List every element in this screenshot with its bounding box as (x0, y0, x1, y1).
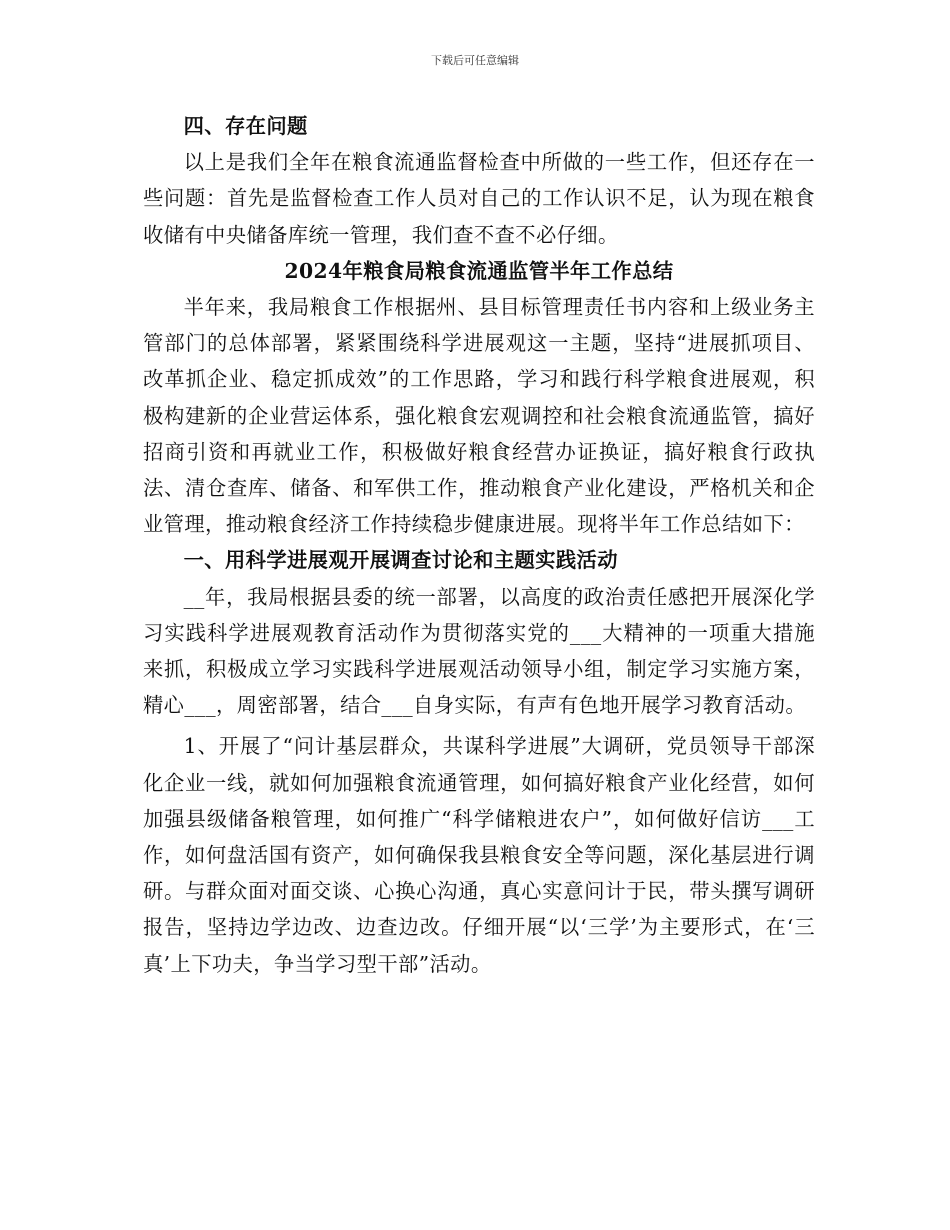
header-note: 下载后可任意编辑 (431, 54, 519, 67)
item-1-paragraph: 1、开展了“问计基层群众，共谋科学进展”大调研，党员领导干部深化企业一线，就如何加强粮食流通管理，如何搞好粮食产业化经营，如何加强县级储备粮管理，如何推广“科学储粮进农户”，如何做好信访___工作，如何盘活国有资产，如何确保我县粮食安全等问题，深化基层进行调研。与群众面对面交谈、心换心沟通，真心实意问计于民，带头撰写调研报告，坚持边学边改、边查边改。仔细开展“以‘三学’为主要形式，在‘三真’上下功夫，争当学习型干部”活动。 (143, 734, 815, 976)
section-1-heading: 一、用科学进展观开展调查讨论和主题实践活动 (183, 548, 618, 573)
section-4-heading: 四、存在问题 (183, 114, 308, 138)
section-1-paragraph: __年，我局根据县委的统一部署，以高度的政治责任感把开展深化学习实践科学进展观教育活动作为贯彻落实党的___大精神的一项重大措施来抓，积极成立学习实践科学进展观活动领导小组，制定学习实施方案，精心___，周密部署，结合___自身实际，有声有色地开展学习教育活动。 (143, 584, 815, 718)
intro-paragraph: 半年来，我局粮食工作根据州、县目标管理责任书内容和上级业务主管部门的总体部署，紧紧围绕科学进展观这一主题，坚持“进展抓项目、改革抓企业、稳定抓成效”的工作思路，学习和践行科学粮食进展观，积极构建新的企业营运体系，强化粮食宏观调控和社会粮食流通监管，搞好招商引资和再就业工作，积极做好粮食经营办证换证，搞好粮食行政执法、清仓查库、储备、和军供工作，推动粮食产业化建设，严格机关和企业管理，推动粮食经济工作持续稳步健康进展。现将半年工作总结如下： (143, 295, 815, 537)
document-title: 2024年粮食局粮食流通监管半年工作总结 (284, 258, 674, 283)
section-4-paragraph: 以上是我们全年在粮食流通监督检查中所做的一些工作，但还存在一些问题：首先是监督检查工作人员对自己的工作认识不足，认为现在粮食收储有中央储备库统一管理，我们查不查不必仔细。 (143, 150, 815, 247)
document-body (143, 108, 815, 982)
